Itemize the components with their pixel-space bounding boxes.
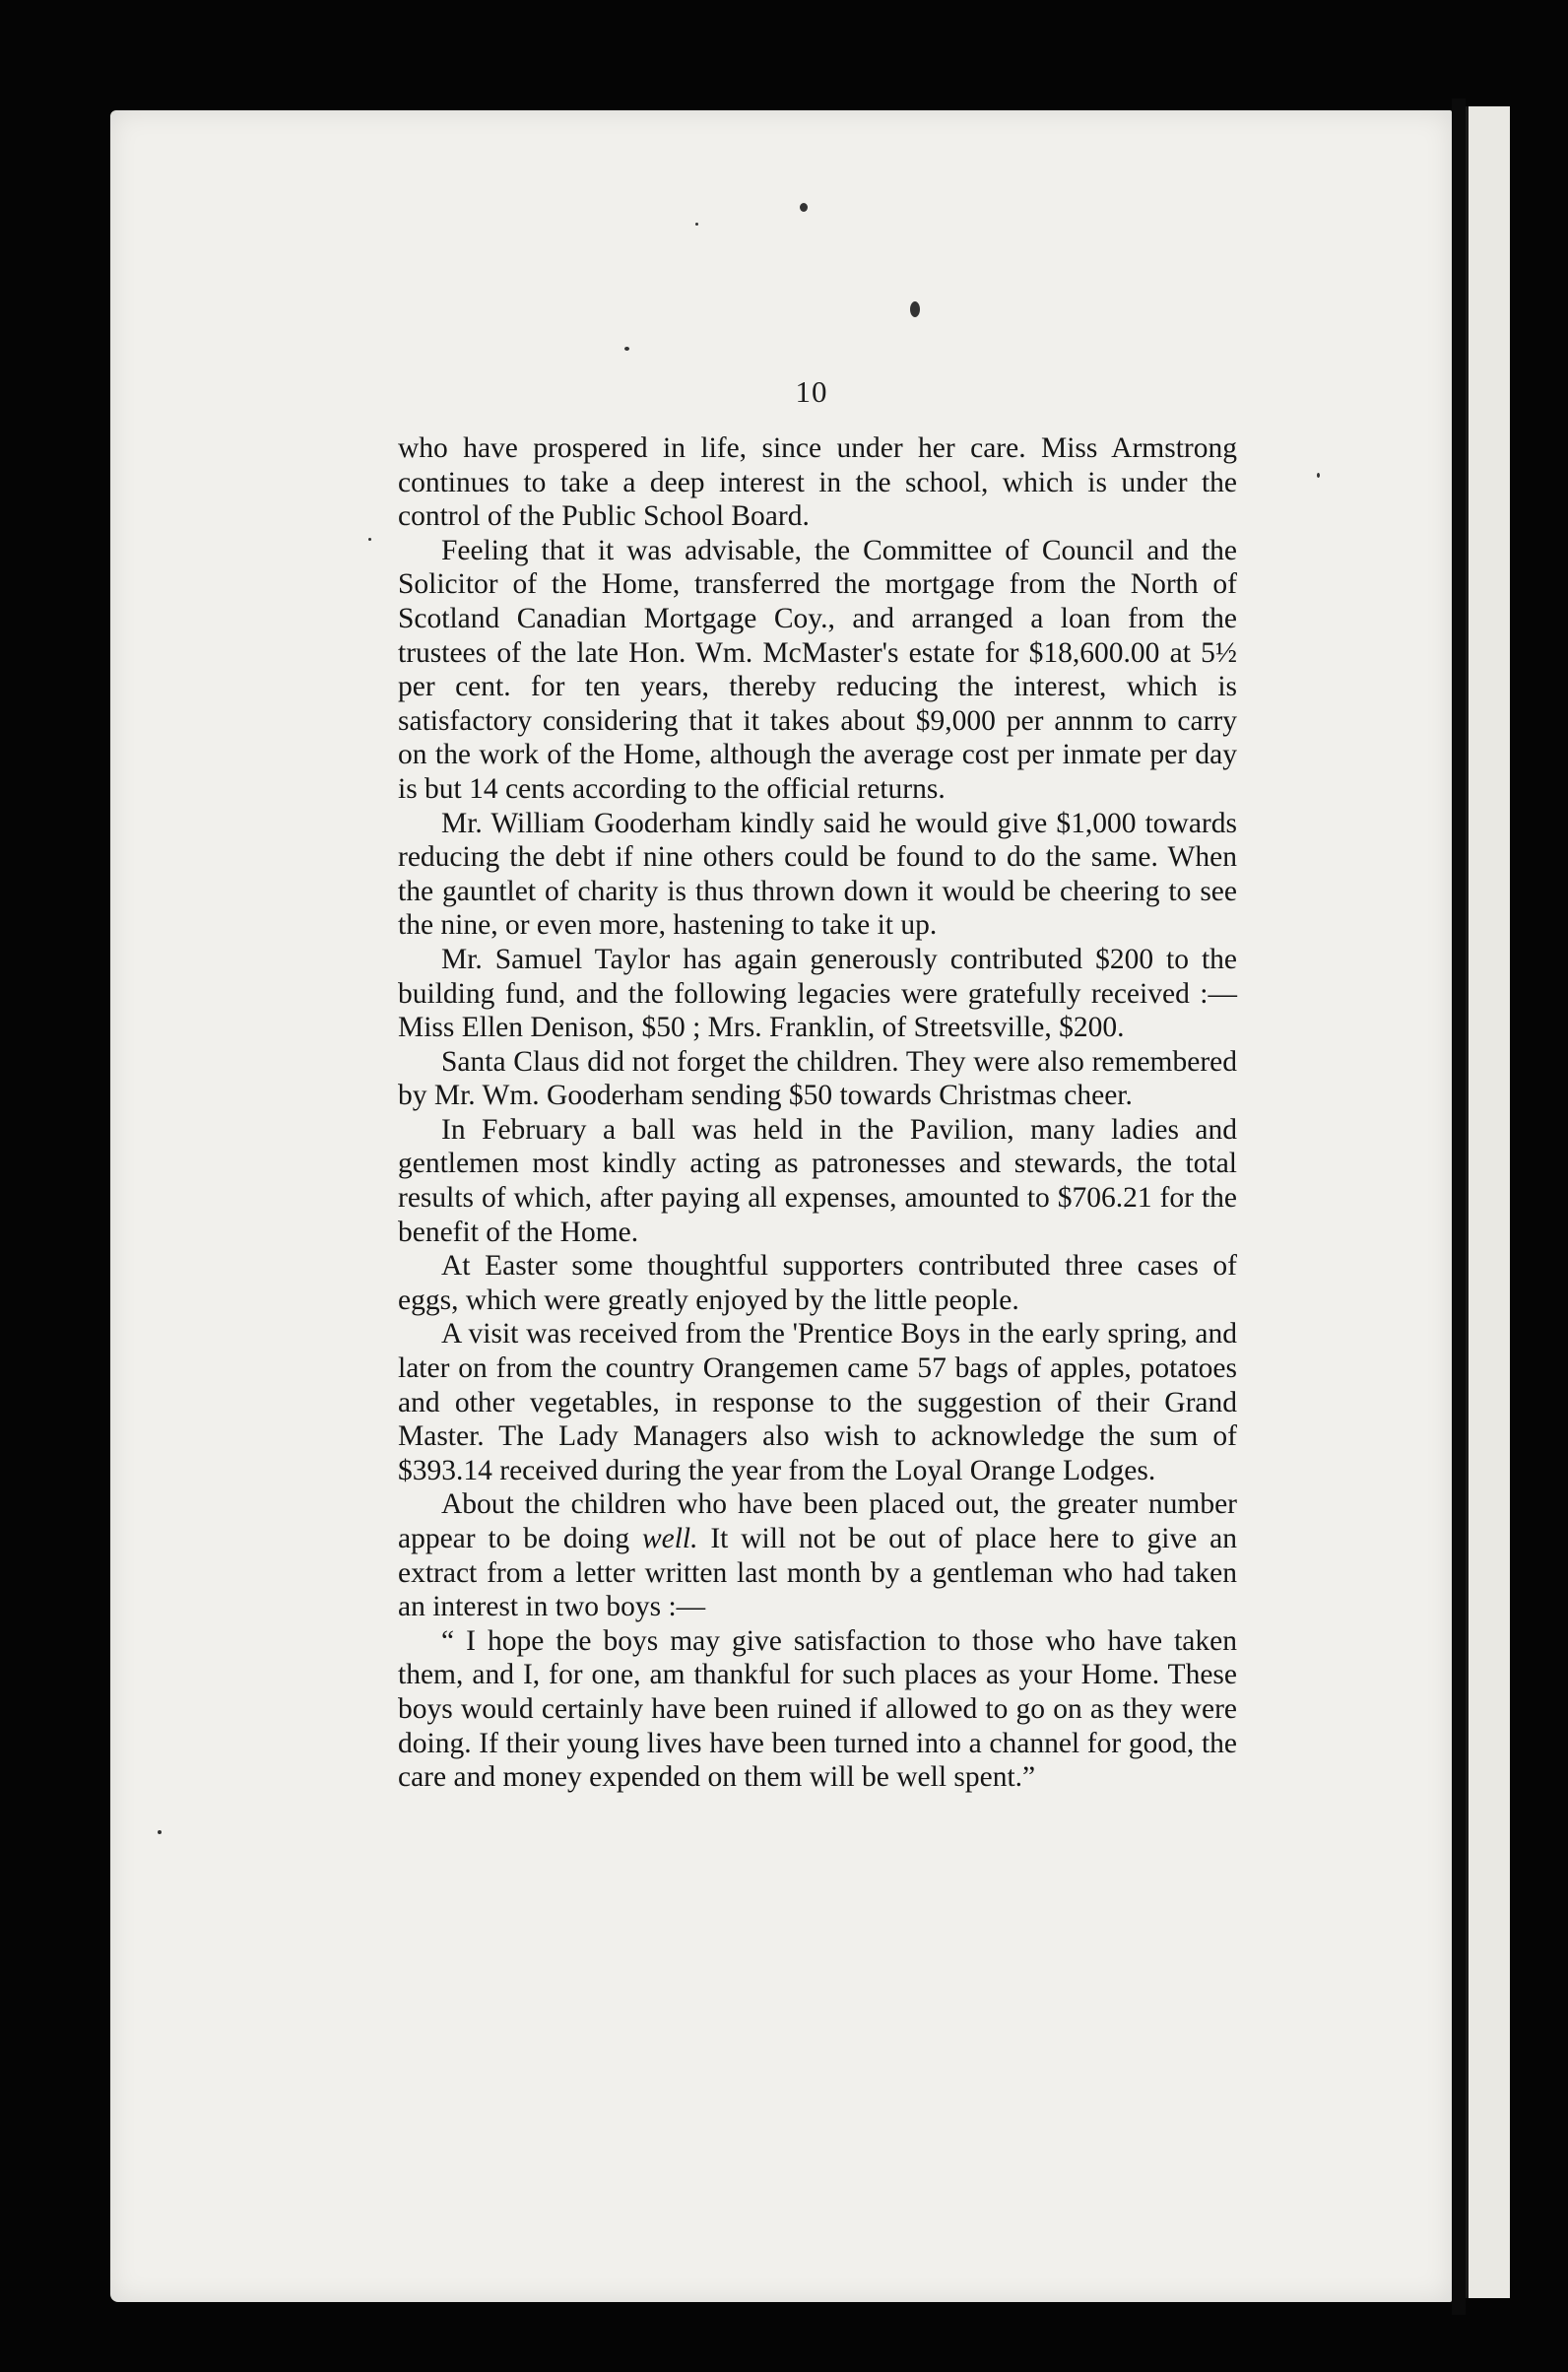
paragraph: Mr. Samuel Taylor has again generously contributed $200 to the building fund, and the following legacies were gratefully received :—Miss Ellen Denison, $50 ; Mrs. Franklin, of Streetsville, $200. (398, 943, 1237, 1044)
page-gutter-shadow (1452, 99, 1466, 2315)
paragraph: who have prospered in life, since under her care. Miss Armstrong continues to take a deep interest in the school, which is under the control of the Public School Board. (398, 432, 1237, 533)
scan-speck (624, 347, 629, 351)
body-text (398, 431, 1237, 1795)
scan-speck (1317, 473, 1320, 478)
paragraph-text: It will not be out of place here to give an extract from a letter written last month by a gentleman who had taken an interest in two boys :— (398, 1523, 1238, 1623)
italic-word: well. (641, 1523, 698, 1554)
quoted-letter: “ I hope the boys may give satisfaction to those who have taken them, and I, for one, am thankful for such places as your Home. These boys would certainly have been ruined if allowed to go on as they were doing. If their young lives have been turned into a channel for good, the care and money expended on them will be well spent.” (398, 1624, 1237, 1794)
adjacent-page-edge (1466, 106, 1510, 2298)
scan-speck (368, 538, 371, 541)
scan-speck (158, 1830, 162, 1834)
scan-speck (695, 223, 698, 226)
paragraph: In February a ball was held in the Pavilion, many ladies and gentlemen most kindly acting as patronesses and stewards, the total results of which, after paying all expenses, amounted to $706.21 for the benefit of the Home. (398, 1113, 1237, 1248)
scan-speck (910, 301, 920, 317)
scan-speck (800, 203, 808, 212)
paragraph: Mr. William Gooderham kindly said he would give $1,000 towards reducing the debt if nine others could be found to do the same. When the gauntlet of charity is thus thrown down it would be cheering to see the nine, or even more, hastening to take it up. (398, 807, 1237, 942)
paragraph-text: About the children who have been placed out, the greater number appear to be doing (398, 1488, 1237, 1554)
paragraph: At Easter some thoughtful supporters contributed three cases of eggs, which were greatly enjoyed by the little people. (398, 1250, 1237, 1316)
paragraph (398, 1487, 1237, 1623)
paragraph: A visit was received from the 'Prentice Boys in the early spring, and later on from the country Orangemen came 57 bags of apples, potatoes and other vegetables, in response to the suggestion of their Grand Master. The Lady Managers also wish to acknowledge the sum of $393.14 received during the year from the Loyal Orange Lodges. (398, 1318, 1237, 1486)
paragraph: Santa Claus did not forget the children. They were also remembered by Mr. Wm. Gooderham sending $50 towards Christmas cheer. (398, 1045, 1237, 1112)
page-number: 10 (795, 374, 828, 409)
paragraph: Feeling that it was advisable, the Committee of Council and the Solicitor of the Home, transferred the mortgage from the North of Scotland Canadian Mortgage Coy., and arranged a loan from the trustees of the late Hon. Wm. McMaster's estate for $18,600.00 at 5½ per cent. for ten years, thereby reducing the interest, which is satisfactory considering that it takes about $9,000 per annnm to carry on the work of the Home, although the average cost per inmate per day is but 14 cents according to the official returns. (398, 534, 1237, 805)
